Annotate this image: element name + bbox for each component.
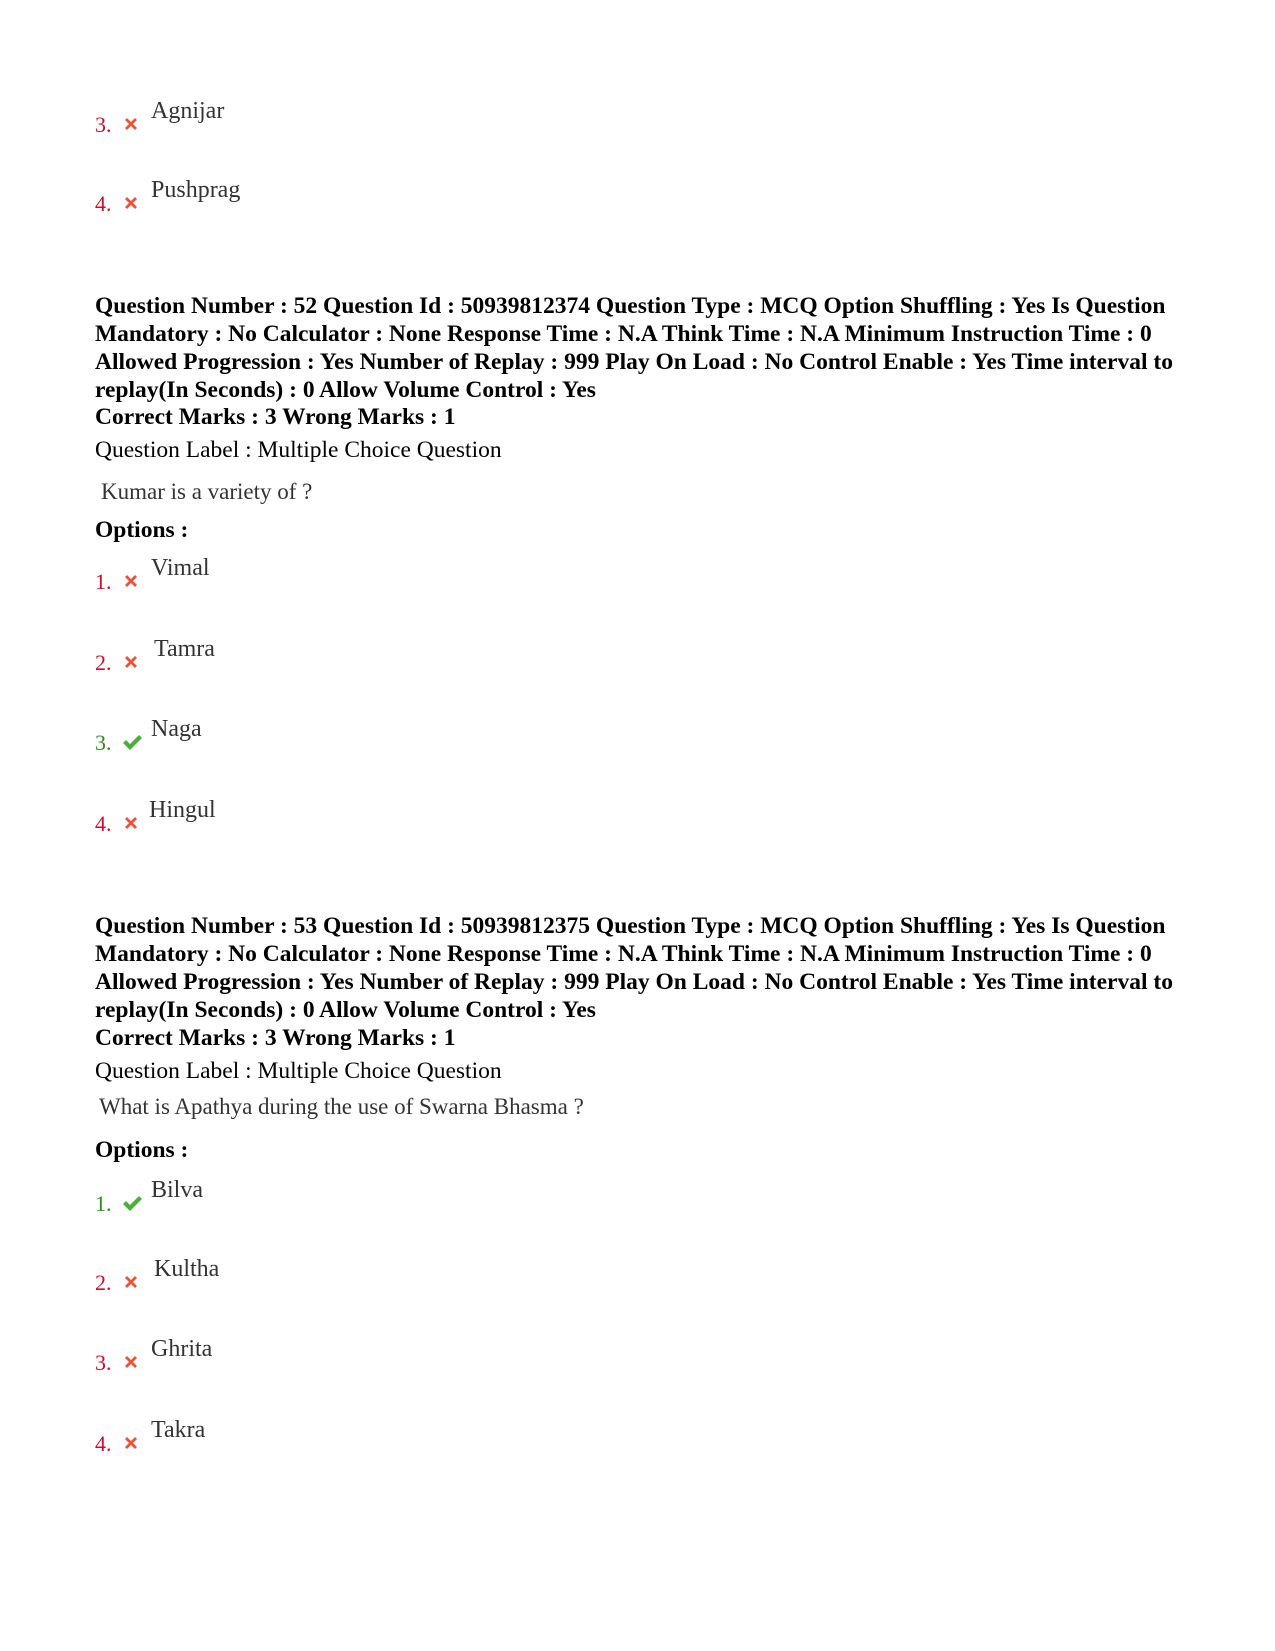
option-number: 4.: [95, 1431, 112, 1456]
option-text: Hingul: [149, 797, 216, 823]
check-mark-icon: [119, 732, 143, 752]
option-number: 1.: [95, 569, 112, 594]
question-label: Question Label : Multiple Choice Question: [95, 1058, 502, 1084]
options-heading: Options :: [95, 1137, 189, 1163]
question-meta: Question Number : 53 Question Id : 50939812375 Question Type : MCQ Option Shuffling : Yes Is Question Mandatory : No Calculator : None Response Time : N.A Think Time : N.A Minimum Instruction Time : 0 Allowed Progression : Yes Number of Replay : 999 Play On Load : No Control Enable : Yes Time interval to replay(In Seconds) : 0 Allow Volume Control : Yes: [95, 913, 1173, 1023]
option-number: 4.: [95, 191, 112, 216]
question-meta: Question Number : 52 Question Id : 50939812374 Question Type : MCQ Option Shuffling : Yes Is Question Mandatory : No Calculator : None Response Time : N.A Think Time : N.A Minimum Instruction Time : 0 Allowed Progression : Yes Number of Replay : 999 Play On Load : No Control Enable : Yes Time interval to replay(In Seconds) : 0 Allow Volume Control : Yes: [95, 293, 1173, 403]
option-text: Kultha: [154, 1256, 220, 1282]
question-text: Kumar is a variety of ?: [101, 479, 313, 504]
option-number: 3.: [95, 1350, 112, 1375]
option-text: Vimal: [151, 555, 210, 581]
option-text: Bilva: [151, 1177, 203, 1203]
check-mark-icon: [119, 1193, 143, 1213]
option-text: Pushprag: [151, 177, 241, 203]
cross-mark-icon: [121, 193, 141, 213]
question-text: What is Apathya during the use of Swarna Bhasma ?: [99, 1094, 584, 1119]
cross-mark-icon: [121, 813, 141, 833]
option-number: 1.: [95, 1191, 112, 1216]
cross-mark-icon: [121, 652, 141, 672]
option-text: Ghrita: [151, 1336, 213, 1362]
option-number: 3.: [95, 112, 112, 137]
options-heading: Options :: [95, 517, 189, 543]
question-marks: Correct Marks : 3 Wrong Marks : 1: [95, 1025, 456, 1051]
cross-mark-icon: [121, 1352, 141, 1372]
cross-mark-icon: [121, 1433, 141, 1453]
option-number: 2.: [95, 650, 112, 675]
question-marks: Correct Marks : 3 Wrong Marks : 1: [95, 404, 456, 430]
cross-mark-icon: [121, 571, 141, 591]
cross-mark-icon: [121, 114, 141, 134]
option-text: Tamra: [154, 636, 215, 662]
option-text: Takra: [151, 1417, 206, 1443]
cross-mark-icon: [121, 1272, 141, 1292]
option-number: 2.: [95, 1270, 112, 1295]
option-text: Naga: [151, 716, 202, 742]
option-number: 4.: [95, 811, 112, 836]
option-text: Agnijar: [151, 98, 225, 124]
question-label: Question Label : Multiple Choice Question: [95, 437, 502, 463]
option-number: 3.: [95, 730, 112, 755]
